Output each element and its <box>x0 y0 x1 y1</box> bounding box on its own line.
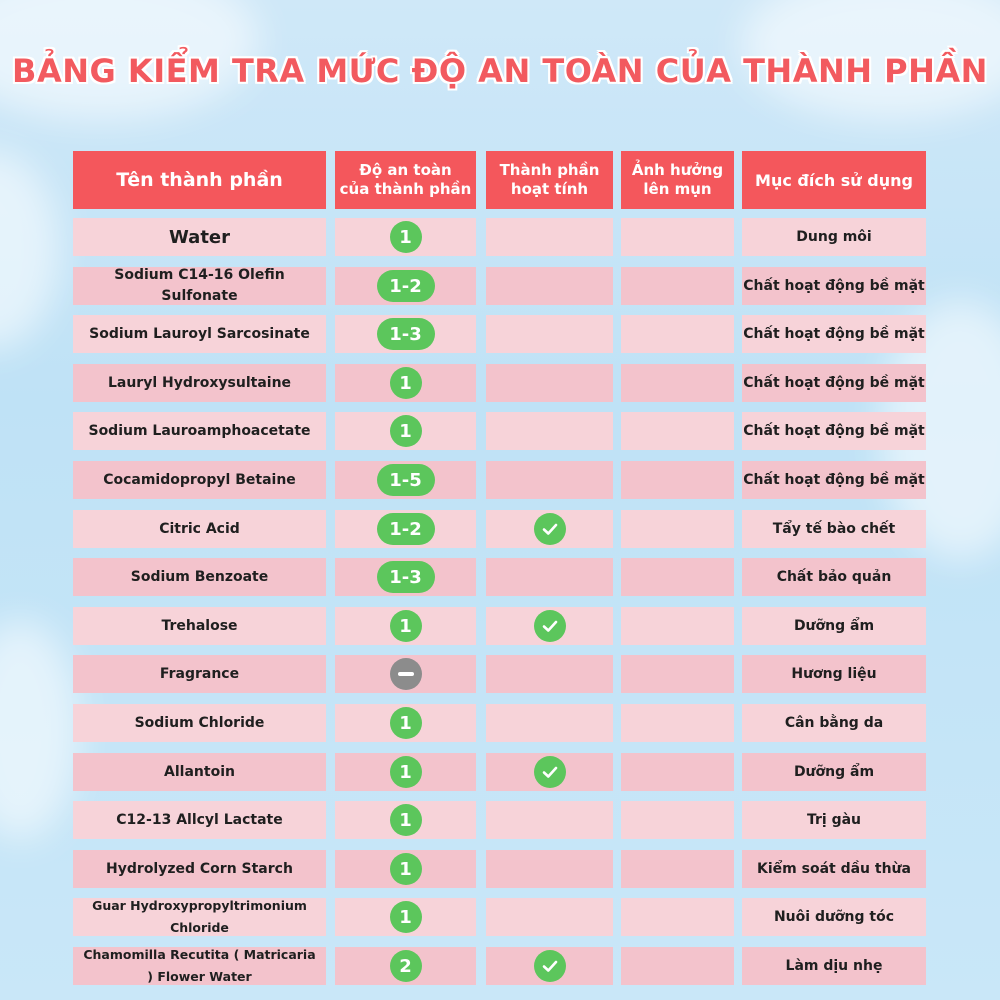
usage-purpose: Chất hoạt động bề mặt <box>743 423 925 439</box>
row-name-cell <box>73 364 326 402</box>
ingredient-name: Sodium Chloride <box>134 714 265 731</box>
row-purpose-cell <box>742 558 926 596</box>
usage-purpose: Chất hoạt động bề mặt <box>743 326 925 342</box>
row-safety-cell <box>335 607 476 645</box>
cloud-decoration <box>0 620 80 840</box>
usage-purpose: Làm dịu nhẹ <box>785 958 883 974</box>
header-purpose: Mục đích sử dụng <box>742 151 926 209</box>
page-title: BẢNG KIỂM TRA MỨC ĐỘ AN TOÀN CỦA THÀNH PHẦN <box>12 52 988 90</box>
row-name-cell <box>73 510 326 548</box>
row-active-cell <box>486 461 613 499</box>
checkmark-icon <box>534 950 566 982</box>
row-name-cell <box>73 461 326 499</box>
row-safety-cell <box>335 898 476 936</box>
header-active <box>486 151 613 209</box>
row-active-cell <box>486 315 613 353</box>
row-safety-cell <box>335 850 476 888</box>
row-acne-cell <box>621 412 734 450</box>
row-name-cell <box>73 801 326 839</box>
safety-rating-badge: 2 <box>390 950 422 982</box>
row-active-cell <box>486 607 613 645</box>
row-acne-cell <box>621 801 734 839</box>
checkmark-icon <box>534 513 566 545</box>
row-safety-cell <box>335 364 476 402</box>
ingredient-name: Guar Hydroxypropyltrimonium Chloride <box>92 898 307 935</box>
row-name-cell <box>73 218 326 256</box>
ingredient-name: Sodium Benzoate <box>130 568 269 585</box>
row-name-cell <box>73 898 326 936</box>
safety-rating-badge: 1 <box>390 415 422 447</box>
usage-purpose: Chất hoạt động bề mặt <box>743 278 925 294</box>
row-acne-cell <box>621 267 734 305</box>
row-acne-cell <box>621 850 734 888</box>
usage-purpose: Dưỡng ẩm <box>793 618 875 634</box>
row-name-cell <box>73 412 326 450</box>
ingredient-name: Sodium Lauroamphoacetate <box>88 422 311 439</box>
usage-purpose: Trị gàu <box>806 812 862 828</box>
row-safety-cell <box>335 510 476 548</box>
row-name-cell <box>73 704 326 742</box>
safety-rating-badge: 1-2 <box>377 513 435 545</box>
ingredient-name: Sodium C14-16 Olefin Sulfonate <box>114 267 285 304</box>
row-safety-cell <box>335 655 476 693</box>
row-purpose-cell <box>742 364 926 402</box>
usage-purpose: Tẩy tế bào chết <box>772 521 896 537</box>
row-acne-cell <box>621 461 734 499</box>
row-name-cell <box>73 558 326 596</box>
row-name-cell <box>73 947 326 985</box>
row-purpose-cell <box>742 898 926 936</box>
row-safety-cell <box>335 461 476 499</box>
checkmark-icon <box>534 756 566 788</box>
row-acne-cell <box>621 898 734 936</box>
header-active-line: hoạt tính <box>510 180 589 198</box>
row-safety-cell <box>335 412 476 450</box>
row-acne-cell <box>621 607 734 645</box>
header-active-line: Thành phần <box>499 161 600 179</box>
row-active-cell <box>486 947 613 985</box>
row-purpose-cell <box>742 461 926 499</box>
row-name-cell <box>73 753 326 791</box>
ingredient-name: Fragrance <box>159 665 240 682</box>
row-active-cell <box>486 898 613 936</box>
row-name-cell <box>73 607 326 645</box>
row-active-cell <box>486 267 613 305</box>
usage-purpose: Chất hoạt động bề mặt <box>743 472 925 488</box>
header-acne-line: Ảnh hưởng <box>631 161 724 179</box>
row-purpose-cell <box>742 704 926 742</box>
safety-rating-badge: 1 <box>390 901 422 933</box>
row-active-cell <box>486 704 613 742</box>
row-safety-cell <box>335 753 476 791</box>
ingredient-name: Cocamidopropyl Betaine <box>103 471 296 488</box>
row-active-cell <box>486 364 613 402</box>
row-purpose-cell <box>742 315 926 353</box>
header-safety-line: của thành phần <box>339 180 472 198</box>
row-safety-cell <box>335 801 476 839</box>
row-name-cell <box>73 315 326 353</box>
row-safety-cell <box>335 558 476 596</box>
row-acne-cell <box>621 558 734 596</box>
row-active-cell <box>486 218 613 256</box>
header-safety-line: Độ an toàn <box>359 161 452 179</box>
usage-purpose: Chất bảo quản <box>776 569 892 585</box>
row-acne-cell <box>621 753 734 791</box>
checkmark-icon <box>534 610 566 642</box>
row-purpose-cell <box>742 850 926 888</box>
usage-purpose: Kiểm soát dầu thừa <box>757 861 911 877</box>
ingredient-name: Lauryl Hydroxysultaine <box>107 374 292 391</box>
usage-purpose: Cân bằng da <box>784 715 884 731</box>
cloud-decoration <box>0 150 60 350</box>
row-acne-cell <box>621 704 734 742</box>
ingredient-name: Allantoin <box>164 763 235 780</box>
row-acne-cell <box>621 364 734 402</box>
row-active-cell <box>486 655 613 693</box>
ingredient-name: Water <box>168 226 231 248</box>
row-purpose-cell <box>742 267 926 305</box>
safety-rating-badge: 1 <box>390 804 422 836</box>
row-active-cell <box>486 412 613 450</box>
row-active-cell <box>486 510 613 548</box>
row-purpose-cell <box>742 753 926 791</box>
ingredient-name: Citric Acid <box>159 520 240 537</box>
row-purpose-cell <box>742 510 926 548</box>
ingredient-name: C12-13 Allcyl Lactate <box>116 811 283 828</box>
ingredient-name: Trehalose <box>161 617 238 634</box>
row-acne-cell <box>621 510 734 548</box>
ingredient-name: Hydrolyzed Corn Starch <box>106 860 293 877</box>
row-purpose-cell <box>742 655 926 693</box>
ingredient-name: Chamomilla Recutita ( Matricaria ) Flower Water <box>83 947 316 984</box>
row-name-cell <box>73 267 326 305</box>
row-safety-cell <box>335 218 476 256</box>
row-acne-cell <box>621 315 734 353</box>
safety-rating-badge: 1-5 <box>377 464 435 496</box>
row-name-cell <box>73 655 326 693</box>
header-acne <box>621 151 734 209</box>
row-acne-cell <box>621 947 734 985</box>
safety-rating-badge: 1-3 <box>377 318 435 350</box>
neutral-minus-icon <box>390 658 422 690</box>
row-active-cell <box>486 558 613 596</box>
safety-rating-badge: 1-2 <box>377 270 435 302</box>
row-purpose-cell <box>742 412 926 450</box>
row-purpose-cell <box>742 801 926 839</box>
usage-purpose: Hương liệu <box>791 666 877 682</box>
safety-rating-badge: 1 <box>390 610 422 642</box>
usage-purpose: Nuôi dưỡng tóc <box>773 909 895 925</box>
usage-purpose: Dung môi <box>796 229 872 245</box>
ingredient-name: Sodium Lauroyl Sarcosinate <box>89 325 310 342</box>
row-acne-cell <box>621 218 734 256</box>
row-active-cell <box>486 753 613 791</box>
safety-rating-badge: 1 <box>390 221 422 253</box>
row-active-cell <box>486 801 613 839</box>
header-safety <box>335 151 476 209</box>
row-acne-cell <box>621 655 734 693</box>
row-name-cell <box>73 850 326 888</box>
header-acne-line: lên mụn <box>643 180 712 198</box>
row-safety-cell <box>335 947 476 985</box>
row-safety-cell <box>335 704 476 742</box>
row-safety-cell <box>335 267 476 305</box>
usage-purpose: Dưỡng ẩm <box>793 764 875 780</box>
safety-rating-badge: 1 <box>390 707 422 739</box>
row-purpose-cell <box>742 947 926 985</box>
safety-rating-badge: 1-3 <box>377 561 435 593</box>
row-safety-cell <box>335 315 476 353</box>
row-purpose-cell <box>742 607 926 645</box>
header-name: Tên thành phần <box>73 151 326 209</box>
usage-purpose: Chất hoạt động bề mặt <box>743 375 925 391</box>
row-purpose-cell <box>742 218 926 256</box>
safety-rating-badge: 1 <box>390 367 422 399</box>
row-active-cell <box>486 850 613 888</box>
safety-rating-badge: 1 <box>390 756 422 788</box>
safety-rating-badge: 1 <box>390 853 422 885</box>
